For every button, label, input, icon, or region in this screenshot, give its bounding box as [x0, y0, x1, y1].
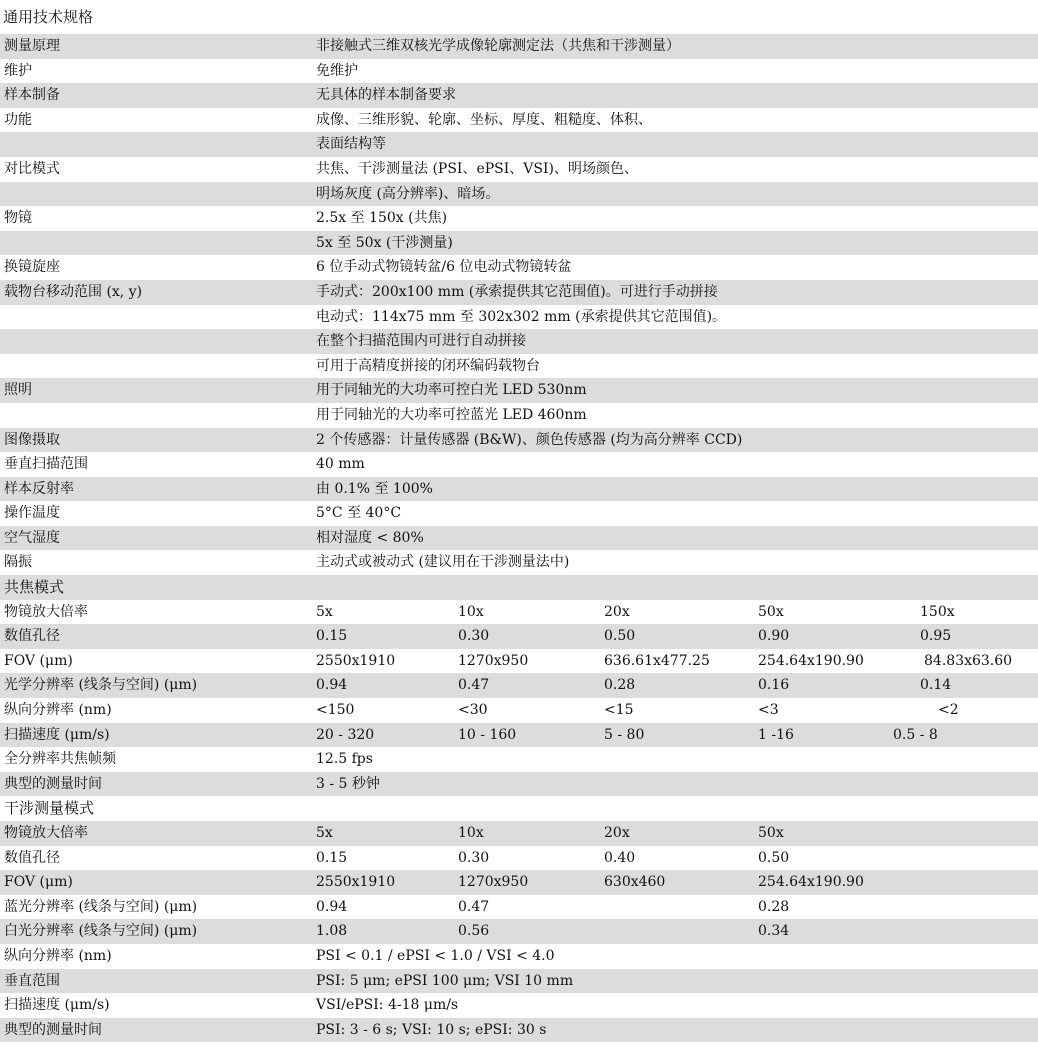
table-row	[0, 969, 1038, 994]
row-label: 操作温度	[4, 505, 60, 522]
row-col-4: 254.64x190.90	[758, 874, 864, 891]
row-col-3: 5 - 80	[604, 726, 645, 743]
row-value: 可用于高精度拼接的闭环编码载物台	[316, 357, 540, 374]
table-row	[0, 624, 1038, 649]
row-col-4: 0.50	[758, 849, 790, 866]
table-row	[0, 698, 1038, 723]
row-label: 样本制备	[4, 87, 60, 104]
row-col-4: 50x	[758, 825, 784, 841]
row-label: 照明	[4, 382, 32, 399]
row-col-5: 150x	[920, 603, 955, 620]
table-row	[0, 772, 1038, 797]
table-row	[0, 206, 1038, 231]
row-value: 手动式：200x100 mm (承索提供其它范围值)。可进行手动拼接	[316, 283, 718, 300]
row-col-2: 1270x950	[458, 874, 529, 891]
row-value: VSI/ePSI: 4-18 μm/s	[316, 997, 459, 1014]
row-value: 成像、三维形貌、轮廓、坐标、厚度、粗糙度、体积、	[316, 111, 652, 128]
row-label: 蓝光分辨率 (线条与空间) (μm)	[4, 898, 198, 915]
table-row	[0, 255, 1038, 280]
row-col-4: 50x	[758, 603, 784, 620]
row-col-4: 0.90	[758, 628, 790, 645]
row-label: 功能	[4, 111, 32, 128]
row-col-1: 0.15	[316, 628, 348, 645]
row-col-1: 2550x1910	[316, 652, 396, 669]
table-row	[0, 305, 1038, 330]
row-label: 扫描速度 (μm/s)	[4, 726, 110, 743]
row-value: PSI: 3 - 6 s; VSI: 10 s; ePSI: 30 s	[316, 1021, 547, 1038]
row-label: 载物台移动范围 (x, y)	[4, 283, 143, 300]
section-row	[0, 796, 1038, 821]
table-row	[0, 993, 1038, 1018]
table-row	[0, 846, 1038, 871]
row-col-4: 0.34	[758, 923, 790, 940]
row-col-5: 0.14	[920, 677, 952, 694]
row-value: PSI: 5 μm; ePSI 100 μm; VSI 10 mm	[316, 972, 574, 989]
row-col-3: 0.40	[604, 849, 636, 866]
table-row	[0, 83, 1038, 108]
row-value: 共焦、干涉测量法 (PSI、ePSI、VSI)、明场颜色、	[316, 160, 638, 177]
row-col-2: 10x	[458, 603, 484, 620]
row-col-3: 0.28	[604, 677, 636, 694]
table-row	[0, 747, 1038, 772]
row-label: 隔振	[4, 554, 32, 571]
row-col-5: <2	[938, 702, 959, 719]
table-row	[0, 600, 1038, 625]
row-value: 2 个传感器：计量传感器 (B&W)、颜色传感器 (均为高分辨率 CCD)	[316, 431, 743, 448]
row-value: 用于同轴光的大功率可控蓝光 LED 460nm	[316, 406, 587, 423]
table-row	[0, 378, 1038, 403]
row-label: 数值孔径	[4, 628, 60, 645]
table-row	[0, 477, 1038, 502]
row-value: 明场灰度 (高分辨率)、暗场。	[316, 185, 500, 202]
row-col-3: 630x460	[604, 874, 666, 891]
row-col-4: 1 -16	[758, 726, 794, 743]
table-row	[0, 550, 1038, 575]
table-row	[0, 944, 1038, 969]
row-col-2: 0.30	[458, 628, 490, 645]
row-col-1: 0.94	[316, 898, 348, 915]
row-label: 测量原理	[4, 38, 60, 54]
row-col-3: 0.50	[604, 628, 636, 645]
row-col-1: 5x	[316, 825, 333, 841]
row-value: 电动式：114x75 mm 至 302x302 mm (承索提供其它范围值)。	[316, 308, 727, 325]
table-row	[0, 59, 1038, 84]
table-row	[0, 895, 1038, 920]
row-col-3: <15	[604, 702, 634, 719]
row-col-1: 0.94	[316, 677, 348, 694]
row-label: 物镜	[4, 210, 32, 227]
row-col-1: 1.08	[316, 923, 348, 940]
row-col-2: 10x	[458, 825, 484, 841]
table-row	[0, 182, 1038, 207]
row-col-4: 0.28	[758, 898, 790, 915]
row-value: 非接触式三维双核光学成像轮廓测定法（共焦和干涉测量）	[316, 38, 680, 54]
row-col-4: 0.16	[758, 677, 790, 694]
row-value: 6 位手动式物镜转盆/6 位电动式物镜转盆	[316, 259, 572, 276]
row-value: 表面结构等	[316, 136, 386, 153]
row-value: 由 0.1% 至 100%	[316, 480, 433, 497]
table-row	[0, 673, 1038, 698]
row-label: 换镜旋座	[4, 259, 60, 276]
row-col-2: 1270x950	[458, 652, 529, 669]
table-row	[0, 157, 1038, 182]
table-row	[0, 231, 1038, 256]
row-label: 垂直扫描范围	[4, 456, 88, 473]
row-label: 纵向分辨率 (nm)	[4, 702, 112, 719]
row-col-4: 254.64x190.90	[758, 652, 864, 669]
row-col-2: 0.30	[458, 849, 490, 866]
table-row	[0, 821, 1038, 846]
table-row	[0, 526, 1038, 551]
table-row	[0, 501, 1038, 526]
table-row	[0, 108, 1038, 133]
table-row	[0, 428, 1038, 453]
row-col-1: 0.15	[316, 849, 348, 866]
row-col-2: 0.56	[458, 923, 490, 940]
section-heading: 干涉测量模式	[4, 799, 95, 818]
row-value: 无具体的样本制备要求	[316, 87, 456, 104]
row-label: 全分辨率共焦帧频	[4, 751, 116, 768]
section-row	[0, 575, 1038, 600]
table-row	[0, 329, 1038, 354]
row-col-1: 2550x1910	[316, 874, 396, 891]
table-row	[0, 403, 1038, 428]
row-col-5: 84.83x63.60	[924, 652, 1013, 669]
row-label: 白光分辨率 (线条与空间) (μm)	[4, 923, 198, 940]
section-heading: 共焦模式	[4, 578, 65, 597]
row-value: 12.5 fps	[316, 751, 373, 768]
row-label: 垂直范围	[4, 972, 60, 989]
row-label: 典型的测量时间	[4, 775, 102, 792]
row-label: 空气湿度	[4, 529, 60, 546]
row-col-2: 0.47	[458, 898, 490, 915]
row-col-2: 10 - 160	[458, 726, 517, 743]
row-col-1: <150	[316, 702, 355, 719]
row-value: 2.5x 至 150x (共焦)	[316, 210, 448, 227]
row-value: 相对湿度 < 80%	[316, 529, 424, 546]
table-row	[0, 354, 1038, 379]
row-label: 对比模式	[4, 160, 60, 177]
row-col-3: 20x	[604, 825, 630, 841]
row-col-3: 20x	[604, 603, 630, 620]
table-row	[0, 919, 1038, 944]
row-col-1: 20 - 320	[316, 726, 375, 743]
row-label: 典型的测量时间	[4, 1021, 102, 1038]
row-col-2: <30	[458, 702, 488, 719]
table-row	[0, 132, 1038, 157]
row-value: 在整个扫描范围内可进行自动拼接	[316, 333, 526, 350]
row-value: 主动式或被动式 (建议用在干涉测量法中)	[316, 554, 570, 571]
table-row	[0, 452, 1038, 477]
row-label: 样本反射率	[4, 480, 74, 497]
row-col-5: 0.95	[920, 628, 952, 645]
row-col-3: 636.61x477.25	[604, 652, 710, 669]
table-row	[0, 723, 1038, 748]
row-label: FOV (μm)	[4, 874, 73, 891]
row-value: 40 mm	[316, 456, 365, 473]
table-row	[0, 280, 1038, 305]
row-col-2: 0.47	[458, 677, 490, 694]
row-label: 纵向分辨率 (nm)	[4, 947, 112, 964]
row-label: 物镜放大倍率	[4, 603, 88, 620]
table-row	[0, 1018, 1038, 1043]
spec-table	[0, 34, 1038, 1042]
row-label: 数值孔径	[4, 849, 60, 866]
row-label: 图像摄取	[4, 431, 60, 448]
row-value: 用于同轴光的大功率可控白光 LED 530nm	[316, 382, 587, 399]
row-value: 5°C 至 40°C	[316, 505, 402, 522]
row-label: FOV (μm)	[4, 652, 73, 669]
row-col-5: 0.5 - 8	[893, 726, 938, 743]
row-label: 维护	[4, 62, 32, 79]
row-value: 3 - 5 秒钟	[316, 775, 380, 792]
table-row	[0, 34, 1038, 59]
page-title: 通用技术规格	[3, 8, 94, 26]
row-value: 免维护	[316, 62, 358, 79]
table-row	[0, 649, 1038, 674]
row-value: PSI < 0.1 / ePSI < 1.0 / VSI < 4.0	[316, 947, 555, 964]
row-label: 光学分辨率 (线条与空间) (μm)	[4, 677, 198, 694]
row-col-4: <3	[758, 702, 779, 719]
row-label: 物镜放大倍率	[4, 825, 88, 841]
row-value: 5x 至 50x (干涉测量)	[316, 234, 453, 251]
row-col-1: 5x	[316, 603, 333, 620]
row-label: 扫描速度 (μm/s)	[4, 997, 110, 1014]
table-row	[0, 870, 1038, 895]
